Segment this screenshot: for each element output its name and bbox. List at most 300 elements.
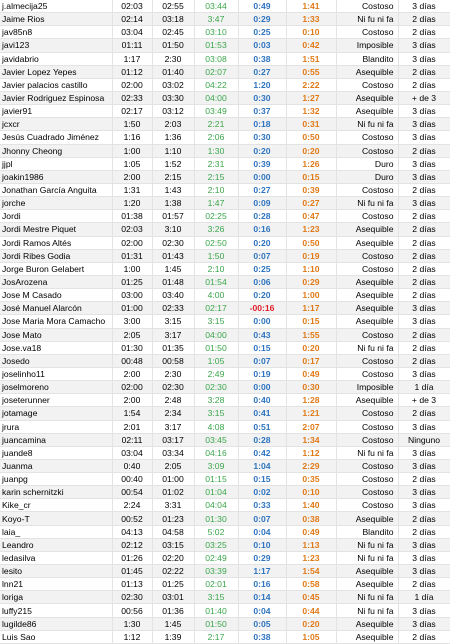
runner-name-cell: joakin1986 [0, 170, 112, 183]
time-cell-2: 02:55 [152, 0, 194, 13]
table-row [0, 525, 450, 538]
time-cell-1: 2:00 [112, 170, 152, 183]
time-cell-1: 3:00 [112, 315, 152, 328]
time-cell-2: 01:57 [152, 210, 194, 223]
delta-cell: 0:07 [238, 249, 286, 262]
runner-name-cell: javi123 [0, 39, 112, 52]
days-cell: 3 días [398, 157, 450, 170]
difficulty-cell: Ni fu ni fa [336, 591, 398, 604]
time-cell-2: 01:43 [152, 249, 194, 262]
time-cell-3: 2:10 [194, 183, 238, 196]
days-cell: 2 días [398, 78, 450, 91]
table-row [0, 78, 450, 91]
total-delta-cell: 1:34 [286, 433, 336, 446]
time-cell-1: 1:20 [112, 197, 152, 210]
delta-cell: 0:29 [238, 13, 286, 26]
time-cell-3: 02:07 [194, 65, 238, 78]
delta-cell: 0:30 [238, 91, 286, 104]
delta-cell: 0:00 [238, 381, 286, 394]
time-cell-3: 03:39 [194, 565, 238, 578]
time-cell-2: 03:02 [152, 78, 194, 91]
difficulty-cell: Ni fu ni fa [336, 604, 398, 617]
table-row [0, 39, 450, 52]
time-cell-2: 2:03 [152, 118, 194, 131]
time-cell-3: 3:28 [194, 394, 238, 407]
time-cell-3: 3:15 [194, 407, 238, 420]
table-row [0, 473, 450, 486]
runner-name-cell: Javier Lopez Yepes [0, 65, 112, 78]
time-cell-2: 2:15 [152, 170, 194, 183]
time-cell-2: 03:30 [152, 91, 194, 104]
table-row [0, 91, 450, 104]
time-cell-2: 3:10 [152, 223, 194, 236]
difficulty-cell: Ni fu ni fa [336, 197, 398, 210]
total-delta-cell: 0:20 [286, 144, 336, 157]
time-cell-1: 02:00 [112, 78, 152, 91]
time-cell-2: 02:33 [152, 302, 194, 315]
difficulty-cell: Asequible [336, 236, 398, 249]
table-row [0, 394, 450, 407]
days-cell: 3 días [398, 52, 450, 65]
time-cell-1: 1:16 [112, 131, 152, 144]
delta-cell: 0:18 [238, 118, 286, 131]
time-cell-1: 02:11 [112, 433, 152, 446]
runner-name-cell: juancamina [0, 433, 112, 446]
total-delta-cell: 0:50 [286, 236, 336, 249]
time-cell-1: 01:31 [112, 249, 152, 262]
time-cell-1: 1:54 [112, 407, 152, 420]
delta-cell: 0:29 [238, 551, 286, 564]
table-row [0, 13, 450, 26]
total-delta-cell: 1:51 [286, 52, 336, 65]
delta-cell: 0:27 [238, 183, 286, 196]
runner-name-cell: lugilde86 [0, 617, 112, 630]
days-cell: 3 días [398, 39, 450, 52]
table-row [0, 446, 450, 459]
time-cell-1: 02:00 [112, 381, 152, 394]
time-cell-3: 04:00 [194, 328, 238, 341]
days-cell: 3 días [398, 551, 450, 564]
table-row [0, 105, 450, 118]
time-cell-3: 2:49 [194, 367, 238, 380]
total-delta-cell: 1:05 [286, 630, 336, 643]
days-cell: 2 días [398, 630, 450, 643]
days-cell: 2 días [398, 354, 450, 367]
time-cell-2: 02:45 [152, 26, 194, 39]
difficulty-cell: Costoso [336, 0, 398, 13]
difficulty-cell: Asequible [336, 394, 398, 407]
days-cell: 2 días [398, 341, 450, 354]
delta-cell: 0:37 [238, 105, 286, 118]
time-cell-2: 01:02 [152, 486, 194, 499]
table-row [0, 302, 450, 315]
runner-name-cell: jjpl [0, 157, 112, 170]
time-cell-2: 3:31 [152, 499, 194, 512]
days-cell: 1 día [398, 381, 450, 394]
days-cell: 3 días [398, 565, 450, 578]
time-cell-3: 2:17 [194, 630, 238, 643]
time-cell-3: 1:30 [194, 144, 238, 157]
days-cell: 3 días [398, 420, 450, 433]
difficulty-cell: Costoso [336, 459, 398, 472]
difficulty-cell: Costoso [336, 26, 398, 39]
difficulty-cell: Costoso [336, 78, 398, 91]
delta-cell: 0:20 [238, 289, 286, 302]
days-cell: 1 día [398, 591, 450, 604]
delta-cell: 0:16 [238, 578, 286, 591]
time-cell-3: 5:02 [194, 525, 238, 538]
time-cell-2: 1:10 [152, 144, 194, 157]
total-delta-cell: 1:41 [286, 0, 336, 13]
table-row [0, 630, 450, 643]
time-cell-3: 4:00 [194, 289, 238, 302]
total-delta-cell: 1:33 [286, 13, 336, 26]
table-row [0, 367, 450, 380]
table-row [0, 341, 450, 354]
runner-name-cell: Josedo [0, 354, 112, 367]
delta-cell: 0:40 [238, 394, 286, 407]
time-cell-1: 01:30 [112, 341, 152, 354]
delta-cell: 0:07 [238, 512, 286, 525]
runner-name-cell: Jhonny Cheong [0, 144, 112, 157]
runner-name-cell: laia_ [0, 525, 112, 538]
difficulty-cell: Costoso [336, 433, 398, 446]
time-cell-1: 03:04 [112, 26, 152, 39]
total-delta-cell: 0:45 [286, 591, 336, 604]
total-delta-cell: 0:47 [286, 210, 336, 223]
time-cell-1: 02:17 [112, 105, 152, 118]
table-row [0, 131, 450, 144]
delta-cell: 0:10 [238, 538, 286, 551]
days-cell: 2 días [398, 249, 450, 262]
time-cell-2: 2:48 [152, 394, 194, 407]
table-row [0, 249, 450, 262]
time-cell-2: 1:45 [152, 262, 194, 275]
time-cell-2: 3:15 [152, 315, 194, 328]
time-cell-2: 00:58 [152, 354, 194, 367]
table-row [0, 289, 450, 302]
table-row [0, 617, 450, 630]
table-row [0, 118, 450, 131]
days-cell: 2 días [398, 236, 450, 249]
time-cell-2: 1:36 [152, 131, 194, 144]
total-delta-cell: 0:30 [286, 381, 336, 394]
table-row [0, 210, 450, 223]
delta-cell: 0:25 [238, 262, 286, 275]
time-cell-1: 01:38 [112, 210, 152, 223]
time-cell-1: 01:00 [112, 302, 152, 315]
table-row [0, 144, 450, 157]
table-row [0, 538, 450, 551]
time-cell-1: 01:25 [112, 275, 152, 288]
total-delta-cell: 0:39 [286, 183, 336, 196]
time-cell-1: 01:13 [112, 578, 152, 591]
time-cell-1: 00:52 [112, 512, 152, 525]
delta-cell: 1:20 [238, 78, 286, 91]
days-cell: 3 días [398, 604, 450, 617]
days-cell: 2 días [398, 13, 450, 26]
runner-name-cell: Javier palacios castillo [0, 78, 112, 91]
time-cell-2: 2:34 [152, 407, 194, 420]
time-cell-2: 01:23 [152, 512, 194, 525]
table-row [0, 591, 450, 604]
time-cell-1: 02:03 [112, 0, 152, 13]
time-cell-3: 3:26 [194, 223, 238, 236]
total-delta-cell: 0:27 [286, 197, 336, 210]
delta-cell: 0:15 [238, 473, 286, 486]
table-row [0, 26, 450, 39]
days-cell: 2 días [398, 289, 450, 302]
time-cell-1: 1:31 [112, 183, 152, 196]
delta-cell: 0:28 [238, 433, 286, 446]
runner-name-cell: Jesús Cuadrado Jiménez [0, 131, 112, 144]
time-cell-3: 02:17 [194, 302, 238, 315]
time-cell-1: 1:12 [112, 630, 152, 643]
time-cell-2: 01:48 [152, 275, 194, 288]
total-delta-cell: 1:54 [286, 565, 336, 578]
runner-name-cell: karin schernitzki [0, 486, 112, 499]
difficulty-cell: Costoso [336, 367, 398, 380]
time-cell-2: 2:30 [152, 52, 194, 65]
time-cell-2: 1:45 [152, 617, 194, 630]
total-delta-cell: 1:27 [286, 91, 336, 104]
total-delta-cell: 0:20 [286, 341, 336, 354]
days-cell: 3 días [398, 131, 450, 144]
delta-cell: 0:38 [238, 630, 286, 643]
difficulty-cell: Asequible [336, 565, 398, 578]
runner-name-cell: Jorge Buron Gelabert [0, 262, 112, 275]
days-cell: 2 días [398, 26, 450, 39]
difficulty-cell: Costoso [336, 183, 398, 196]
days-cell: 2 días [398, 210, 450, 223]
table-row [0, 157, 450, 170]
time-cell-2: 02:30 [152, 381, 194, 394]
delta-cell: 0:06 [238, 275, 286, 288]
days-cell: 3 días [398, 367, 450, 380]
delta-cell: -00:16 [238, 302, 286, 315]
difficulty-cell: Asequible [336, 91, 398, 104]
time-cell-1: 1:30 [112, 617, 152, 630]
delta-cell: 0:30 [238, 131, 286, 144]
total-delta-cell: 0:19 [286, 249, 336, 262]
difficulty-cell: Ni fu ni fa [336, 13, 398, 26]
time-cell-3: 03:10 [194, 26, 238, 39]
delta-cell: 0:00 [238, 315, 286, 328]
time-cell-3: 02:50 [194, 236, 238, 249]
time-cell-3: 2:31 [194, 157, 238, 170]
total-delta-cell: 0:49 [286, 367, 336, 380]
difficulty-cell: Blandito [336, 52, 398, 65]
table-row [0, 0, 450, 13]
days-cell: 2 días [398, 328, 450, 341]
delta-cell: 0:14 [238, 591, 286, 604]
time-cell-2: 3:17 [152, 328, 194, 341]
runner-name-cell: jrura [0, 420, 112, 433]
total-delta-cell: 1:10 [286, 262, 336, 275]
table-row [0, 328, 450, 341]
total-delta-cell: 0:29 [286, 275, 336, 288]
runner-name-cell: Jonathan García Anguita [0, 183, 112, 196]
total-delta-cell: 0:49 [286, 525, 336, 538]
table-row [0, 486, 450, 499]
table-row [0, 420, 450, 433]
days-cell: 3 días [398, 118, 450, 131]
table-row [0, 578, 450, 591]
runner-name-cell: Leandro [0, 538, 112, 551]
total-delta-cell: 1:12 [286, 446, 336, 459]
time-cell-2: 03:40 [152, 289, 194, 302]
delta-cell: 0:02 [238, 486, 286, 499]
time-cell-3: 04:16 [194, 446, 238, 459]
difficulty-cell: Ni fu ni fa [336, 118, 398, 131]
total-delta-cell: 1:13 [286, 538, 336, 551]
time-cell-3: 1:05 [194, 354, 238, 367]
runner-name-cell: ledasilva [0, 551, 112, 564]
difficulty-cell: Ni fu ni fa [336, 341, 398, 354]
time-cell-3: 1:50 [194, 249, 238, 262]
runner-name-cell: jotamage [0, 407, 112, 420]
time-cell-1: 03:00 [112, 289, 152, 302]
time-cell-2: 3:17 [152, 420, 194, 433]
table-row [0, 499, 450, 512]
runner-name-cell: joselinho11 [0, 367, 112, 380]
runner-name-cell: Jose Maria Mora Camacho [0, 315, 112, 328]
difficulty-cell: Costoso [336, 499, 398, 512]
time-cell-3: 03:49 [194, 105, 238, 118]
difficulty-cell: Asequible [336, 223, 398, 236]
total-delta-cell: 2:22 [286, 78, 336, 91]
time-cell-3: 4:08 [194, 420, 238, 433]
total-delta-cell: 1:00 [286, 289, 336, 302]
difficulty-cell: Costoso [336, 210, 398, 223]
time-cell-3: 04:04 [194, 499, 238, 512]
runner-name-cell: javidabrio [0, 52, 112, 65]
days-cell: Ninguno [398, 433, 450, 446]
difficulty-cell: Imposible [336, 381, 398, 394]
runner-name-cell: José Manuel Alarcón [0, 302, 112, 315]
table-row [0, 223, 450, 236]
table-row [0, 433, 450, 446]
total-delta-cell: 0:50 [286, 131, 336, 144]
total-delta-cell: 0:31 [286, 118, 336, 131]
total-delta-cell: 0:44 [286, 604, 336, 617]
time-cell-3: 02:25 [194, 210, 238, 223]
difficulty-cell: Asequible [336, 315, 398, 328]
delta-cell: 0:42 [238, 446, 286, 459]
runner-name-cell: Jose.va18 [0, 341, 112, 354]
days-cell: 3 días [398, 105, 450, 118]
total-delta-cell: 0:10 [286, 486, 336, 499]
time-cell-1: 1:00 [112, 262, 152, 275]
difficulty-cell: Asequible [336, 105, 398, 118]
time-cell-3: 03:25 [194, 538, 238, 551]
days-cell: 3 días [398, 459, 450, 472]
difficulty-cell: Duro [336, 170, 398, 183]
time-cell-3: 3:47 [194, 13, 238, 26]
runner-name-cell: Koyo-T [0, 512, 112, 525]
days-cell: 3 días [398, 486, 450, 499]
time-cell-2: 01:50 [152, 39, 194, 52]
difficulty-cell: Asequible [336, 275, 398, 288]
difficulty-cell: Costoso [336, 144, 398, 157]
total-delta-cell: 0:20 [286, 617, 336, 630]
delta-cell: 1:04 [238, 459, 286, 472]
runner-name-cell: Jose M Casado [0, 289, 112, 302]
runner-name-cell: Juanma [0, 459, 112, 472]
days-cell: + de 3 [398, 394, 450, 407]
table-row [0, 381, 450, 394]
time-cell-1: 1:00 [112, 144, 152, 157]
time-cell-1: 03:04 [112, 446, 152, 459]
total-delta-cell: 0:15 [286, 170, 336, 183]
table-row [0, 262, 450, 275]
time-cell-3: 3:15 [194, 315, 238, 328]
days-cell: 3 días [398, 0, 450, 13]
time-cell-2: 03:12 [152, 105, 194, 118]
difficulty-cell: Asequible [336, 512, 398, 525]
difficulty-cell: Asequible [336, 630, 398, 643]
time-cell-3: 01:50 [194, 341, 238, 354]
total-delta-cell: 1:23 [286, 223, 336, 236]
table-row [0, 512, 450, 525]
days-cell: 3 días [398, 617, 450, 630]
time-cell-2: 03:17 [152, 433, 194, 446]
difficulty-cell: Costoso [336, 131, 398, 144]
total-delta-cell: 1:26 [286, 157, 336, 170]
time-cell-1: 00:56 [112, 604, 152, 617]
difficulty-cell: Costoso [336, 407, 398, 420]
time-cell-2: 01:25 [152, 578, 194, 591]
days-cell: 3 días [398, 538, 450, 551]
time-cell-2: 2:30 [152, 367, 194, 380]
total-delta-cell: 0:17 [286, 354, 336, 367]
total-delta-cell: 0:15 [286, 315, 336, 328]
days-cell: 2 días [398, 512, 450, 525]
days-cell: 2 días [398, 578, 450, 591]
time-cell-2: 02:22 [152, 565, 194, 578]
total-delta-cell: 0:58 [286, 578, 336, 591]
time-cell-2: 1:39 [152, 630, 194, 643]
delta-cell: 0:09 [238, 197, 286, 210]
days-cell: 2 días [398, 65, 450, 78]
runner-name-cell: Jordi Ribes Godia [0, 249, 112, 262]
runner-name-cell: JosArozena [0, 275, 112, 288]
time-cell-3: 2:21 [194, 118, 238, 131]
runner-name-cell: loriga [0, 591, 112, 604]
runner-name-cell: lnn21 [0, 578, 112, 591]
delta-cell: 0:33 [238, 499, 286, 512]
runner-name-cell: juanpg [0, 473, 112, 486]
time-cell-3: 2:06 [194, 131, 238, 144]
time-cell-1: 1:05 [112, 157, 152, 170]
time-cell-1: 01:26 [112, 551, 152, 564]
time-cell-2: 04:58 [152, 525, 194, 538]
time-cell-2: 1:43 [152, 183, 194, 196]
table-row [0, 354, 450, 367]
days-cell: 2 días [398, 407, 450, 420]
difficulty-cell: Asequible [336, 65, 398, 78]
time-cell-2: 03:01 [152, 591, 194, 604]
time-cell-3: 03:45 [194, 433, 238, 446]
table-row [0, 565, 450, 578]
total-delta-cell: 1:23 [286, 551, 336, 564]
time-cell-3: 01:53 [194, 39, 238, 52]
difficulty-cell: Costoso [336, 473, 398, 486]
runner-name-cell: Jaime Rios [0, 13, 112, 26]
delta-cell: 0:20 [238, 236, 286, 249]
runner-name-cell: jav85n8 [0, 26, 112, 39]
time-cell-1: 01:11 [112, 39, 152, 52]
